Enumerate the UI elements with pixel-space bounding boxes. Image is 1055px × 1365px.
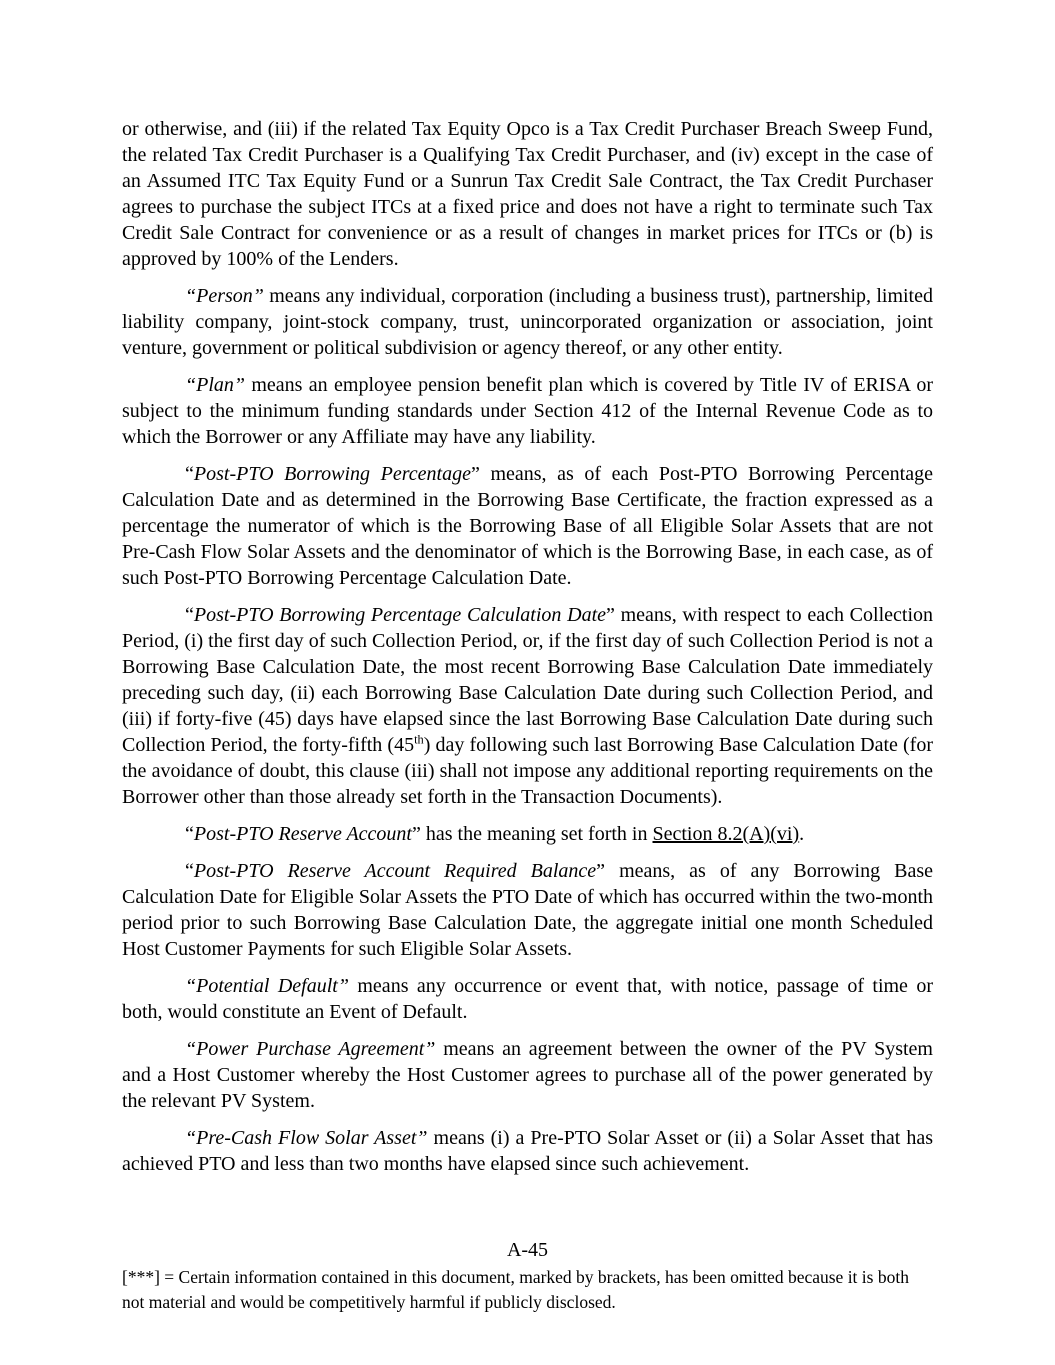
confidentiality-footnote: [***] = Certain information contained in this document, marked by brackets, has been omitted because it is both not material and would be competitively harmful if publicly disclosed. bbox=[122, 1267, 909, 1312]
para-def-pre-cash-flow-solar-asset: “Pre-Cash Flow Solar Asset” means (i) a Pre-PTO Solar Asset or (ii) a Solar Asset that has achieved PTO and less than two months have elapsed since such achievement. bbox=[122, 1127, 933, 1175]
para-def-power-purchase-agreement: “Power Purchase Agreement” means an agreement between the owner of the PV System and a Host Customer whereby the Host Customer agrees to purchase all of the power generated by the relevant PV System. bbox=[122, 1038, 933, 1112]
para-def-person: “Person” means any individual, corporation (including a business trust), partnership, limited liability company, joint-stock company, trust, unincorporated organization or association, joint venture, government or political subdivision or agency thereof, or any other entity. bbox=[122, 285, 933, 359]
page-number: A-45 bbox=[506, 1239, 549, 1261]
para-def-post-pto-borrowing-percentage-calculation-date: “Post-PTO Borrowing Percentage Calculation Date” means, with respect to each Collection Period, (i) the first day of such Collection Period, or, if the first day of such Collection Period is not a Borrowing Base Calculation Date, the most recent Borrowing Base Calculation Date immediately preceding such day, (ii) each Borrowing Base Calculation Date during such Collection Period, and (iii) if forty-five (45) days have elapsed since the last Borrowing Base Calculation Date during such Collection Period, the forty-fifth (45th) day following such last Borrowing Base Calculation Date (for the avoidance of doubt, this clause (iii) shall not impose any additional reporting requirements on the Borrower other than those already set forth in the Transaction Documents). bbox=[122, 604, 933, 808]
para-def-post-pto-reserve-account: “Post-PTO Reserve Account” has the meaning set forth in Section 8.2(A)(vi). bbox=[185, 823, 805, 845]
para-def-post-pto-reserve-account-required-balance: “Post-PTO Reserve Account Required Balance” means, as of any Borrowing Base Calculation Date for Eligible Solar Assets the PTO Date of which has occurred within the two-month period prior to such Borrowing Base Calculation Date, the aggregate initial one month Scheduled Host Customer Payments for such Eligible Solar Assets. bbox=[122, 860, 933, 960]
page-footer bbox=[122, 1238, 933, 1315]
para-def-plan: “Plan” means an employee pension benefit plan which is covered by Title IV of ERISA or subject to the minimum funding standards under Section 412 of the Internal Revenue Code as to which the Borrower or any Affiliate may have any liability. bbox=[122, 374, 933, 448]
document-body bbox=[122, 116, 933, 1188]
para-tax-credit-continuation: or otherwise, and (iii) if the related Tax Equity Opco is a Tax Credit Purchaser Breach Sweep Fund, the related Tax Credit Purchaser is a Qualifying Tax Credit Purchaser, and (iv) except in the case of an Assumed ITC Tax Equity Fund or a Sunrun Tax Credit Sale Contract, the Tax Credit Purchaser agrees to purchase the subject ITCs at a fixed price and does not have a right to terminate such Tax Credit Sale Contract for convenience or as a result of changes in market prices for ITCs or (b) is approved by 100% of the Lenders. bbox=[122, 118, 933, 270]
para-def-potential-default: “Potential Default” means any occurrence or event that, with notice, passage of time or both, would constitute an Event of Default. bbox=[122, 975, 933, 1023]
para-def-post-pto-borrowing-percentage: “Post-PTO Borrowing Percentage” means, as of each Post-PTO Borrowing Percentage Calculation Date and as determined in the Borrowing Base Certificate, the fraction expressed as a percentage the numerator of which is the Borrowing Base of all Eligible Solar Assets that are not Pre-Cash Flow Solar Assets and the denominator of which is the Borrowing Base, in each case, as of such Post-PTO Borrowing Percentage Calculation Date. bbox=[122, 463, 933, 589]
